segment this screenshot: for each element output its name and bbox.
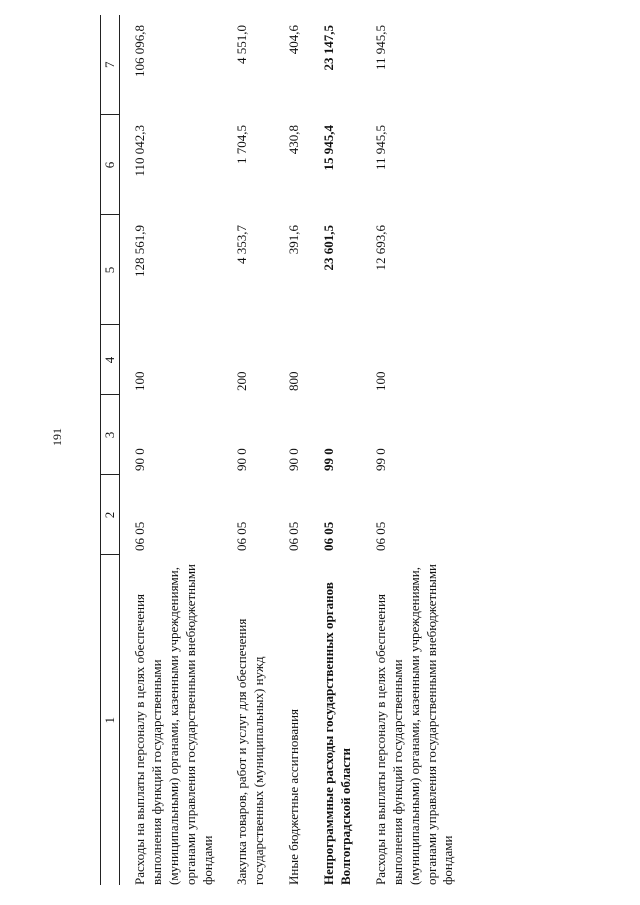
page-number: 191	[50, 428, 64, 446]
amount-col6-cell: 110 042,3	[132, 125, 147, 177]
expense-name-cell: Закупка товаров, работ и услуг для обеспечения государственных (муниципальных) нужд	[234, 618, 267, 885]
header-cell-6: 6	[101, 115, 120, 215]
program-code-cell: 90 0	[132, 448, 147, 471]
amount-col6-cell: 15 945,4	[321, 125, 337, 171]
amount-col6-cell: 430,8	[286, 125, 302, 155]
header-cell-2: 2	[101, 475, 120, 555]
budget-table	[100, 15, 463, 885]
header-cell-5: 5	[101, 215, 120, 325]
expense-name-cell: Непрограммные расходы государственных органов Волгоградской области	[321, 582, 354, 885]
expense-type-cell: 100	[132, 371, 147, 391]
rotated-page-content	[100, 15, 520, 885]
table-row	[361, 15, 463, 885]
expense-name-cell: Расходы на выплаты персоналу в целях обеспечения выполнения функций государственными (муниципальными) органами, казенными учреждениями, органами управления государственными внебюджетными фондами	[132, 563, 215, 885]
program-code-cell: 90 0	[286, 448, 302, 471]
program-code-cell: 99 0	[321, 448, 337, 471]
amount-col6-cell: 11 945,5	[372, 125, 388, 171]
amount-col6-cell: 1 704,5	[234, 125, 250, 164]
section-code-cell: 06 05	[132, 521, 147, 551]
amount-col7-cell: 106 096,8	[132, 25, 147, 77]
section-code-cell: 06 05	[321, 521, 337, 551]
amount-col5-cell: 4 353,7	[234, 225, 250, 264]
amount-col5-cell: 12 693,6	[372, 225, 388, 271]
table-row	[274, 15, 309, 885]
expense-type-cell: 800	[286, 371, 302, 391]
header-cell-4: 4	[101, 325, 120, 395]
amount-col5-cell: 128 561,9	[132, 225, 147, 277]
amount-col5-cell: 23 601,5	[321, 225, 337, 271]
expense-type-cell: 200	[234, 371, 250, 391]
header-cell-3: 3	[101, 395, 120, 475]
program-code-cell: 99 0	[372, 448, 388, 471]
expense-type-cell	[309, 325, 361, 395]
header-cell-7: 7	[101, 15, 120, 115]
table-row	[120, 15, 223, 885]
header-cell-1: 1	[101, 555, 120, 885]
program-code-cell: 90 0	[234, 448, 250, 471]
section-code-cell: 06 05	[234, 521, 250, 551]
expense-name-cell: Расходы на выплаты персоналу в целях обеспечения выполнения функций государственными (муниципальными) органами, казенными учреждениями, органами управления государственными внебюджетными фондами	[372, 563, 456, 885]
expense-type-cell: 100	[372, 371, 388, 391]
header-row	[101, 15, 120, 885]
amount-col7-cell: 404,6	[286, 25, 302, 55]
amount-col7-cell: 23 147,5	[321, 25, 337, 71]
expense-name-cell: Иные бюджетные ассигнования	[286, 708, 302, 885]
amount-col5-cell: 391,6	[286, 225, 302, 255]
table-row	[222, 15, 274, 885]
section-code-cell: 06 05	[372, 521, 388, 551]
table-row	[309, 15, 361, 885]
section-code-cell: 06 05	[286, 521, 302, 551]
amount-col7-cell: 4 551,0	[234, 25, 250, 64]
amount-col7-cell: 11 945,5	[372, 25, 388, 71]
